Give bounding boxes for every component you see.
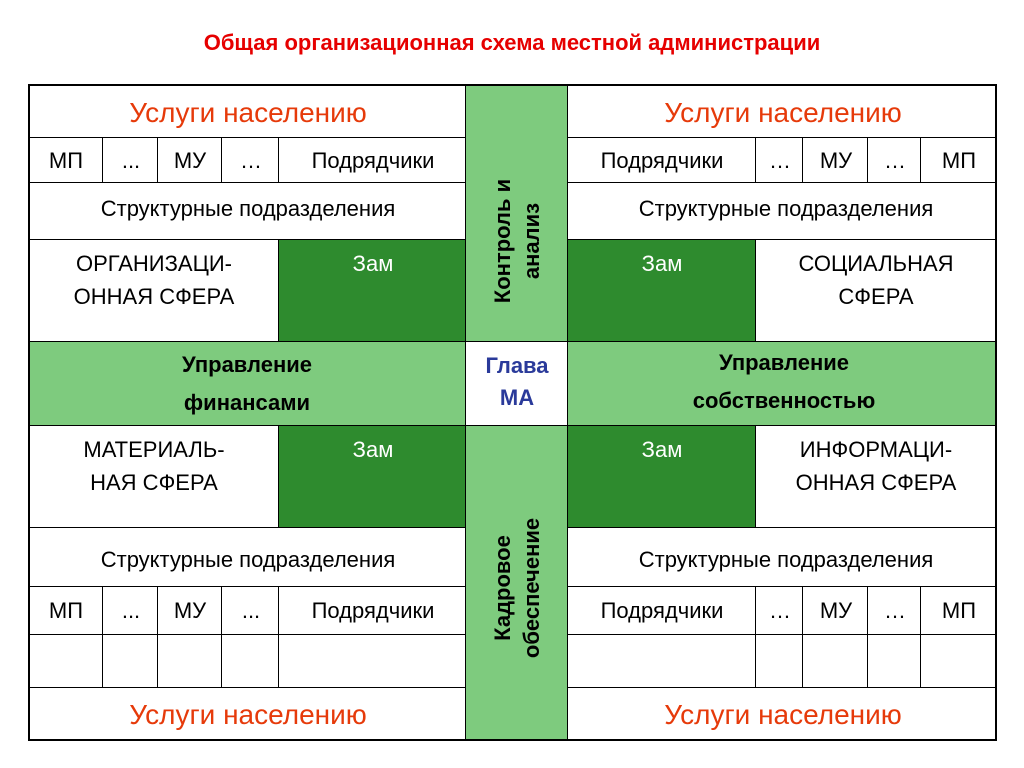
top-left-dots-1: ...	[102, 137, 158, 183]
bottom-left-dots-1: ...	[102, 586, 158, 635]
deputy-top-left: Зам	[278, 239, 466, 342]
deputy-top-right: Зам	[567, 239, 756, 342]
top-left-dots-2: …	[221, 137, 279, 183]
bottom-right-mu: МУ	[802, 586, 868, 635]
services-top-left	[28, 84, 466, 138]
bottom-right-empty-3	[802, 634, 868, 688]
finance-management: Управление финансами	[28, 341, 466, 426]
bottom-left-empty-1	[28, 634, 103, 688]
bottom-left-contractors: Подрядчики	[278, 586, 466, 635]
top-right-dots-1: …	[755, 137, 803, 183]
bottom-left-empty-3	[157, 634, 222, 688]
top-right-mp: МП	[920, 137, 997, 183]
top-left-mp: МП	[28, 137, 103, 183]
bottom-left-dots-2: ...	[221, 586, 279, 635]
page-title: Общая организационная схема местной администрации	[203, 30, 821, 55]
top-right-mu: МУ	[802, 137, 868, 183]
org-sphere-box: ОРГАНИЗАЦИ- ОННАЯ СФЕРА	[28, 239, 279, 342]
top-right-struct-units: Структурные подразделения	[567, 182, 997, 240]
top-left-mu: МУ	[157, 137, 222, 183]
deputy-bottom-right: Зам	[567, 425, 756, 528]
bottom-left-empty-5	[278, 634, 466, 688]
bottom-right-struct-units: Структурные подразделения	[567, 527, 997, 587]
bottom-right-dots-1: …	[755, 586, 803, 635]
bottom-right-empty-4	[867, 634, 921, 688]
bottom-left-mu: МУ	[157, 586, 222, 635]
bottom-right-empty-5	[920, 634, 997, 688]
top-right-dots-2: …	[867, 137, 921, 183]
services-top-right: Услуги населению	[567, 84, 997, 138]
info-sphere-box: ИНФОРМАЦИ- ОННАЯ СФЕРА	[755, 425, 997, 528]
bottom-left-empty-4	[221, 634, 279, 688]
social-sphere-box: СОЦИАЛЬНАЯ СФЕРА	[755, 239, 997, 342]
top-right-contractors: Подрядчики	[567, 137, 756, 183]
top-left-struct-units: Структурные подразделения	[28, 182, 466, 240]
deputy-bottom-left: Зам	[278, 425, 466, 528]
material-sphere-box: МАТЕРИАЛЬ- НАЯ СФЕРА	[28, 425, 279, 528]
services-bottom-right: Услуги населению	[567, 687, 997, 741]
bottom-left-empty-2	[102, 634, 158, 688]
control-analysis-column: Контроль и анализ	[465, 84, 568, 342]
bottom-left-struct-units: Структурные подразделения	[28, 527, 466, 587]
property-management: Управление собственностью	[567, 341, 997, 426]
bottom-right-mp: МП	[920, 586, 997, 635]
bottom-right-empty-1	[567, 634, 756, 688]
services-label: Услуги населению	[129, 97, 367, 128]
bottom-right-empty-2	[755, 634, 803, 688]
hr-support-column: Кадровое обеспечение	[465, 425, 568, 741]
services-bottom-left: Услуги населению	[28, 687, 466, 741]
head-of-administration: Глава МА	[465, 341, 568, 426]
bottom-left-mp: МП	[28, 586, 103, 635]
top-left-contractors: Подрядчики	[278, 137, 466, 183]
bottom-right-contractors: Подрядчики	[567, 586, 756, 635]
bottom-right-dots-2: …	[867, 586, 921, 635]
